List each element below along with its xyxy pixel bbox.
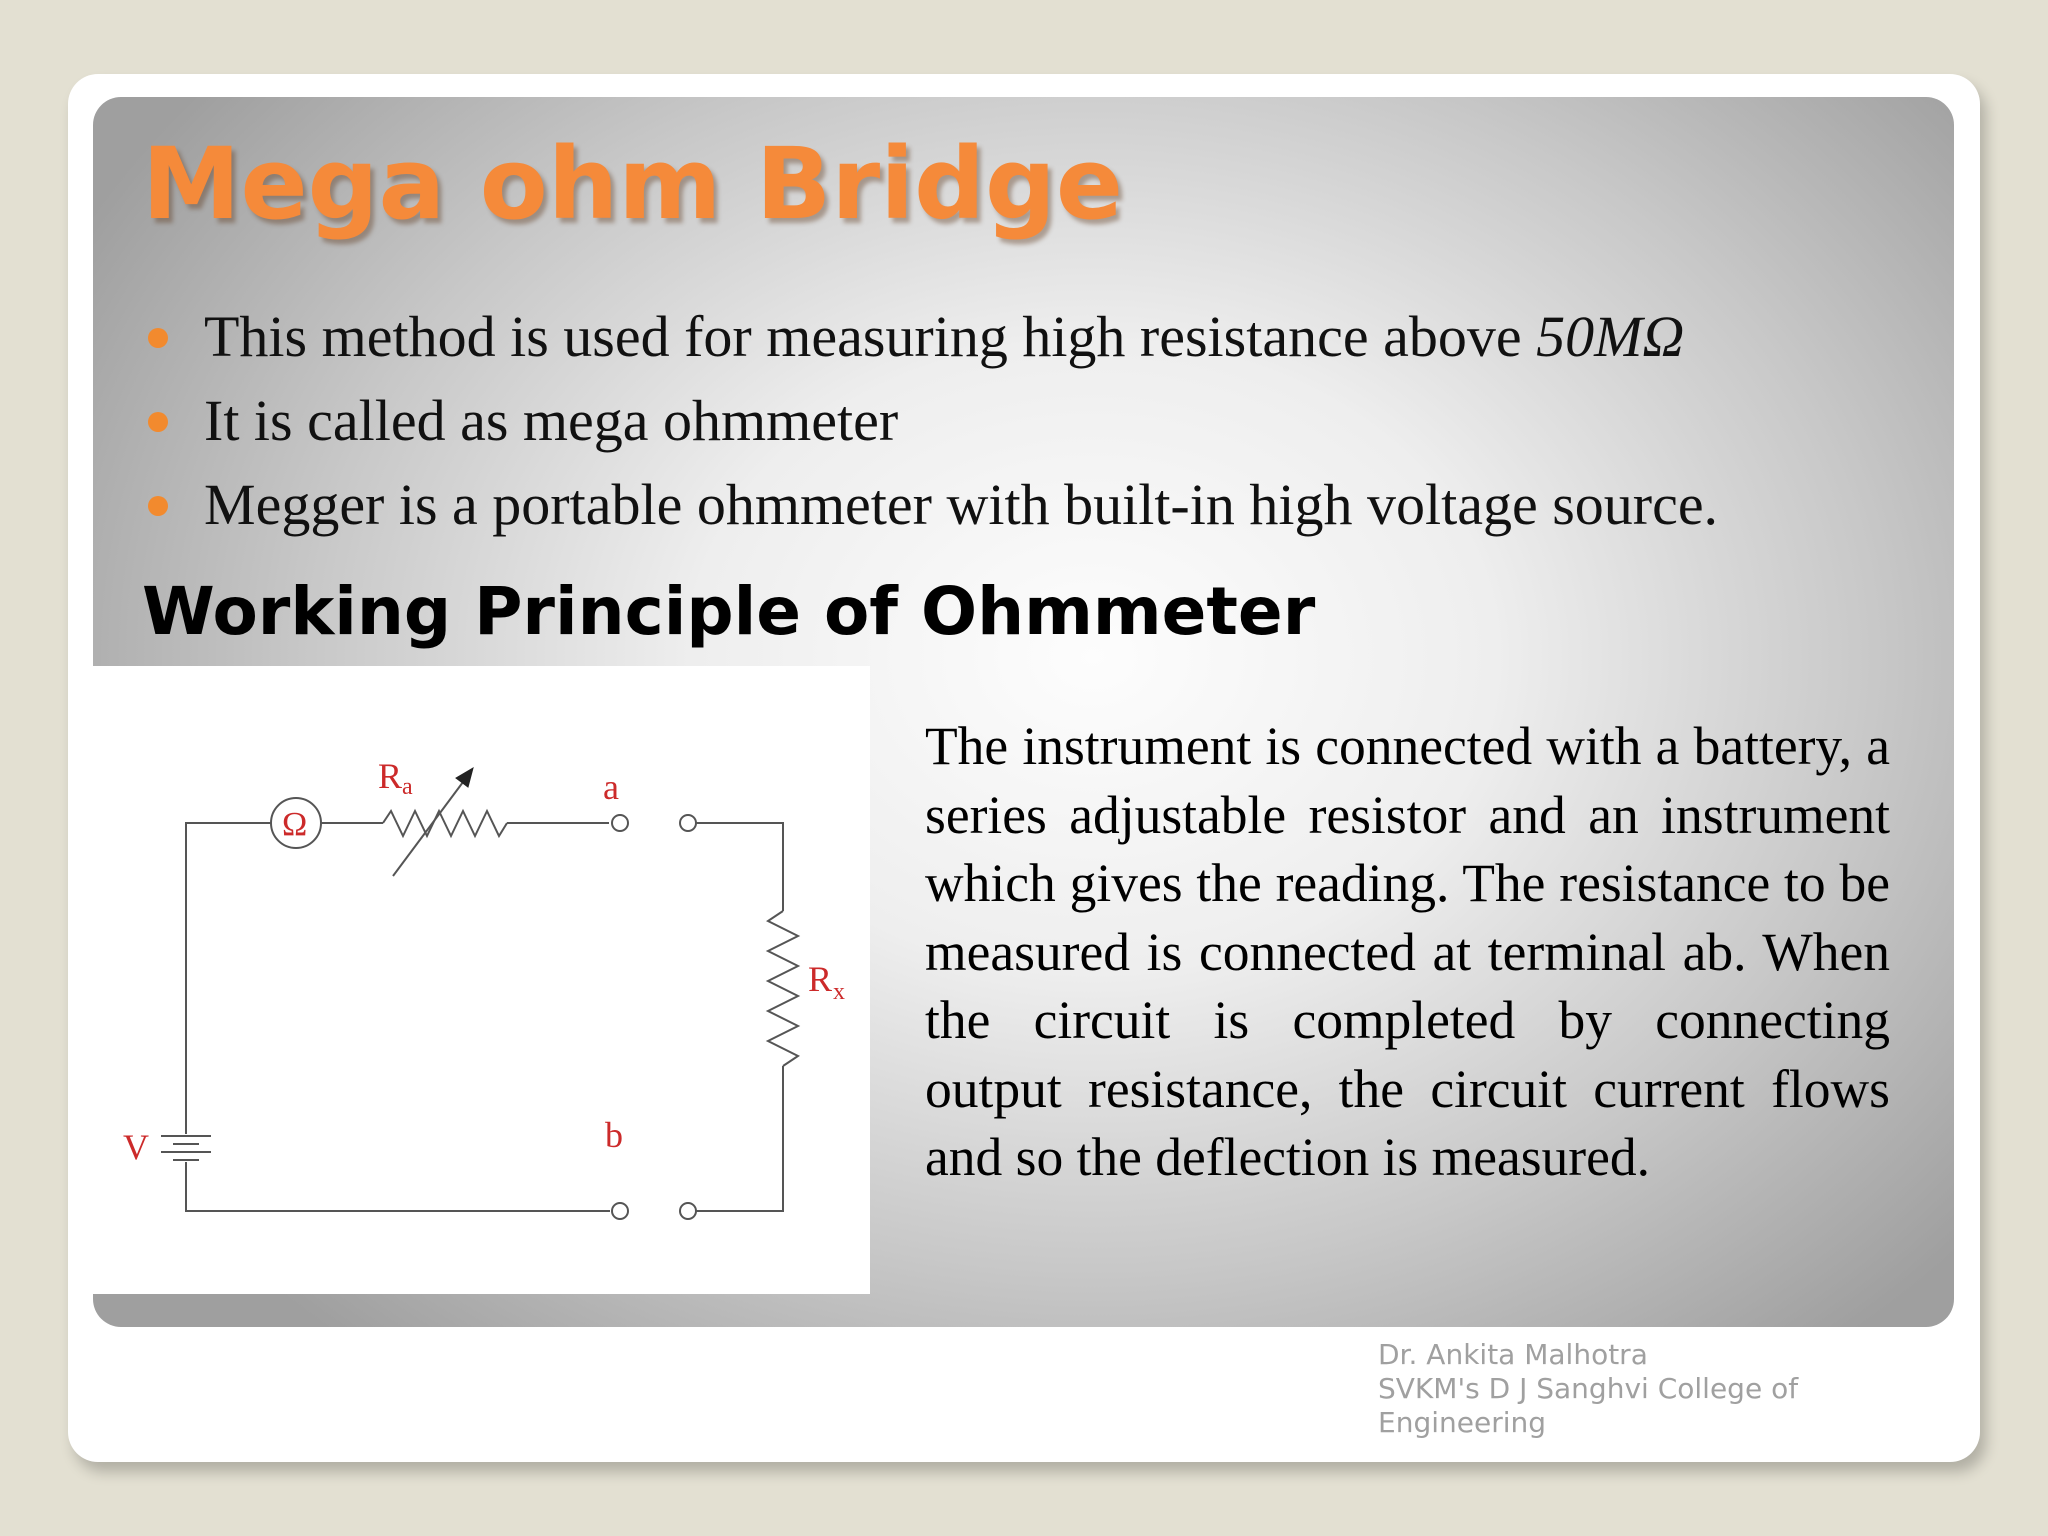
bullet-dot-icon [148, 496, 168, 516]
variable-arrow-head [456, 768, 473, 787]
footer-institution-cont: Engineering [1378, 1406, 1546, 1439]
adjustable-resistor [383, 811, 507, 836]
bottom-wire [186, 1162, 610, 1211]
bullet-item [142, 379, 1718, 463]
unknown-resistor [768, 911, 798, 1066]
resistance-value: 50MΩ [1536, 304, 1685, 369]
bullet-dot-icon [148, 328, 168, 348]
footer-institution: SVKM's D J Sanghvi College of [1378, 1372, 1799, 1405]
bullet-item [142, 295, 1718, 379]
terminal-a-right [680, 815, 696, 831]
left-top-wire [186, 823, 271, 1134]
label-terminal-b: b [605, 1115, 623, 1155]
label-battery-v: V [123, 1127, 149, 1167]
bullet-text: This method is used for measuring high resistance above [204, 304, 1537, 369]
label-ra-subscript: a [402, 774, 413, 800]
bullet-list [142, 295, 1718, 547]
bullet-dot-icon [148, 412, 168, 432]
section-heading: Working Principle of Ohmmeter [142, 573, 1316, 650]
terminal-a-left [612, 815, 628, 831]
circuit-svg [93, 666, 870, 1294]
label-ra-letter: R [378, 756, 403, 796]
bullet-text: It is called as mega ohmmeter [204, 388, 899, 453]
label-rx-subscript: x [833, 979, 845, 1005]
label-rx-letter: R [808, 959, 833, 999]
terminal-b-left [612, 1203, 628, 1219]
right-bottom-wire [696, 1066, 783, 1211]
label-terminal-a: a [603, 767, 619, 807]
right-top-wire [696, 823, 783, 911]
footer-author: Dr. Ankita Malhotra [1378, 1338, 1648, 1371]
ohm-meter-symbol: Ω [282, 806, 308, 843]
footer-credit [1378, 1338, 1848, 1440]
terminal-b-right [680, 1203, 696, 1219]
description-paragraph: The instrument is connected with a battery, a series adjustable resistor and an instrument which gives the reading. The resistance to be measured is connected at terminal ab. When the circuit is completed by connecting output resistance, the circuit current flows and so the deflection is measured. [925, 716, 1890, 1187]
bullet-item [142, 463, 1718, 547]
ohmmeter-circuit-diagram [93, 666, 870, 1294]
bullet-text: Megger is a portable ohmmeter with built-in high voltage source. [204, 472, 1719, 537]
slide-title: Mega ohm Bridge [142, 127, 1124, 242]
